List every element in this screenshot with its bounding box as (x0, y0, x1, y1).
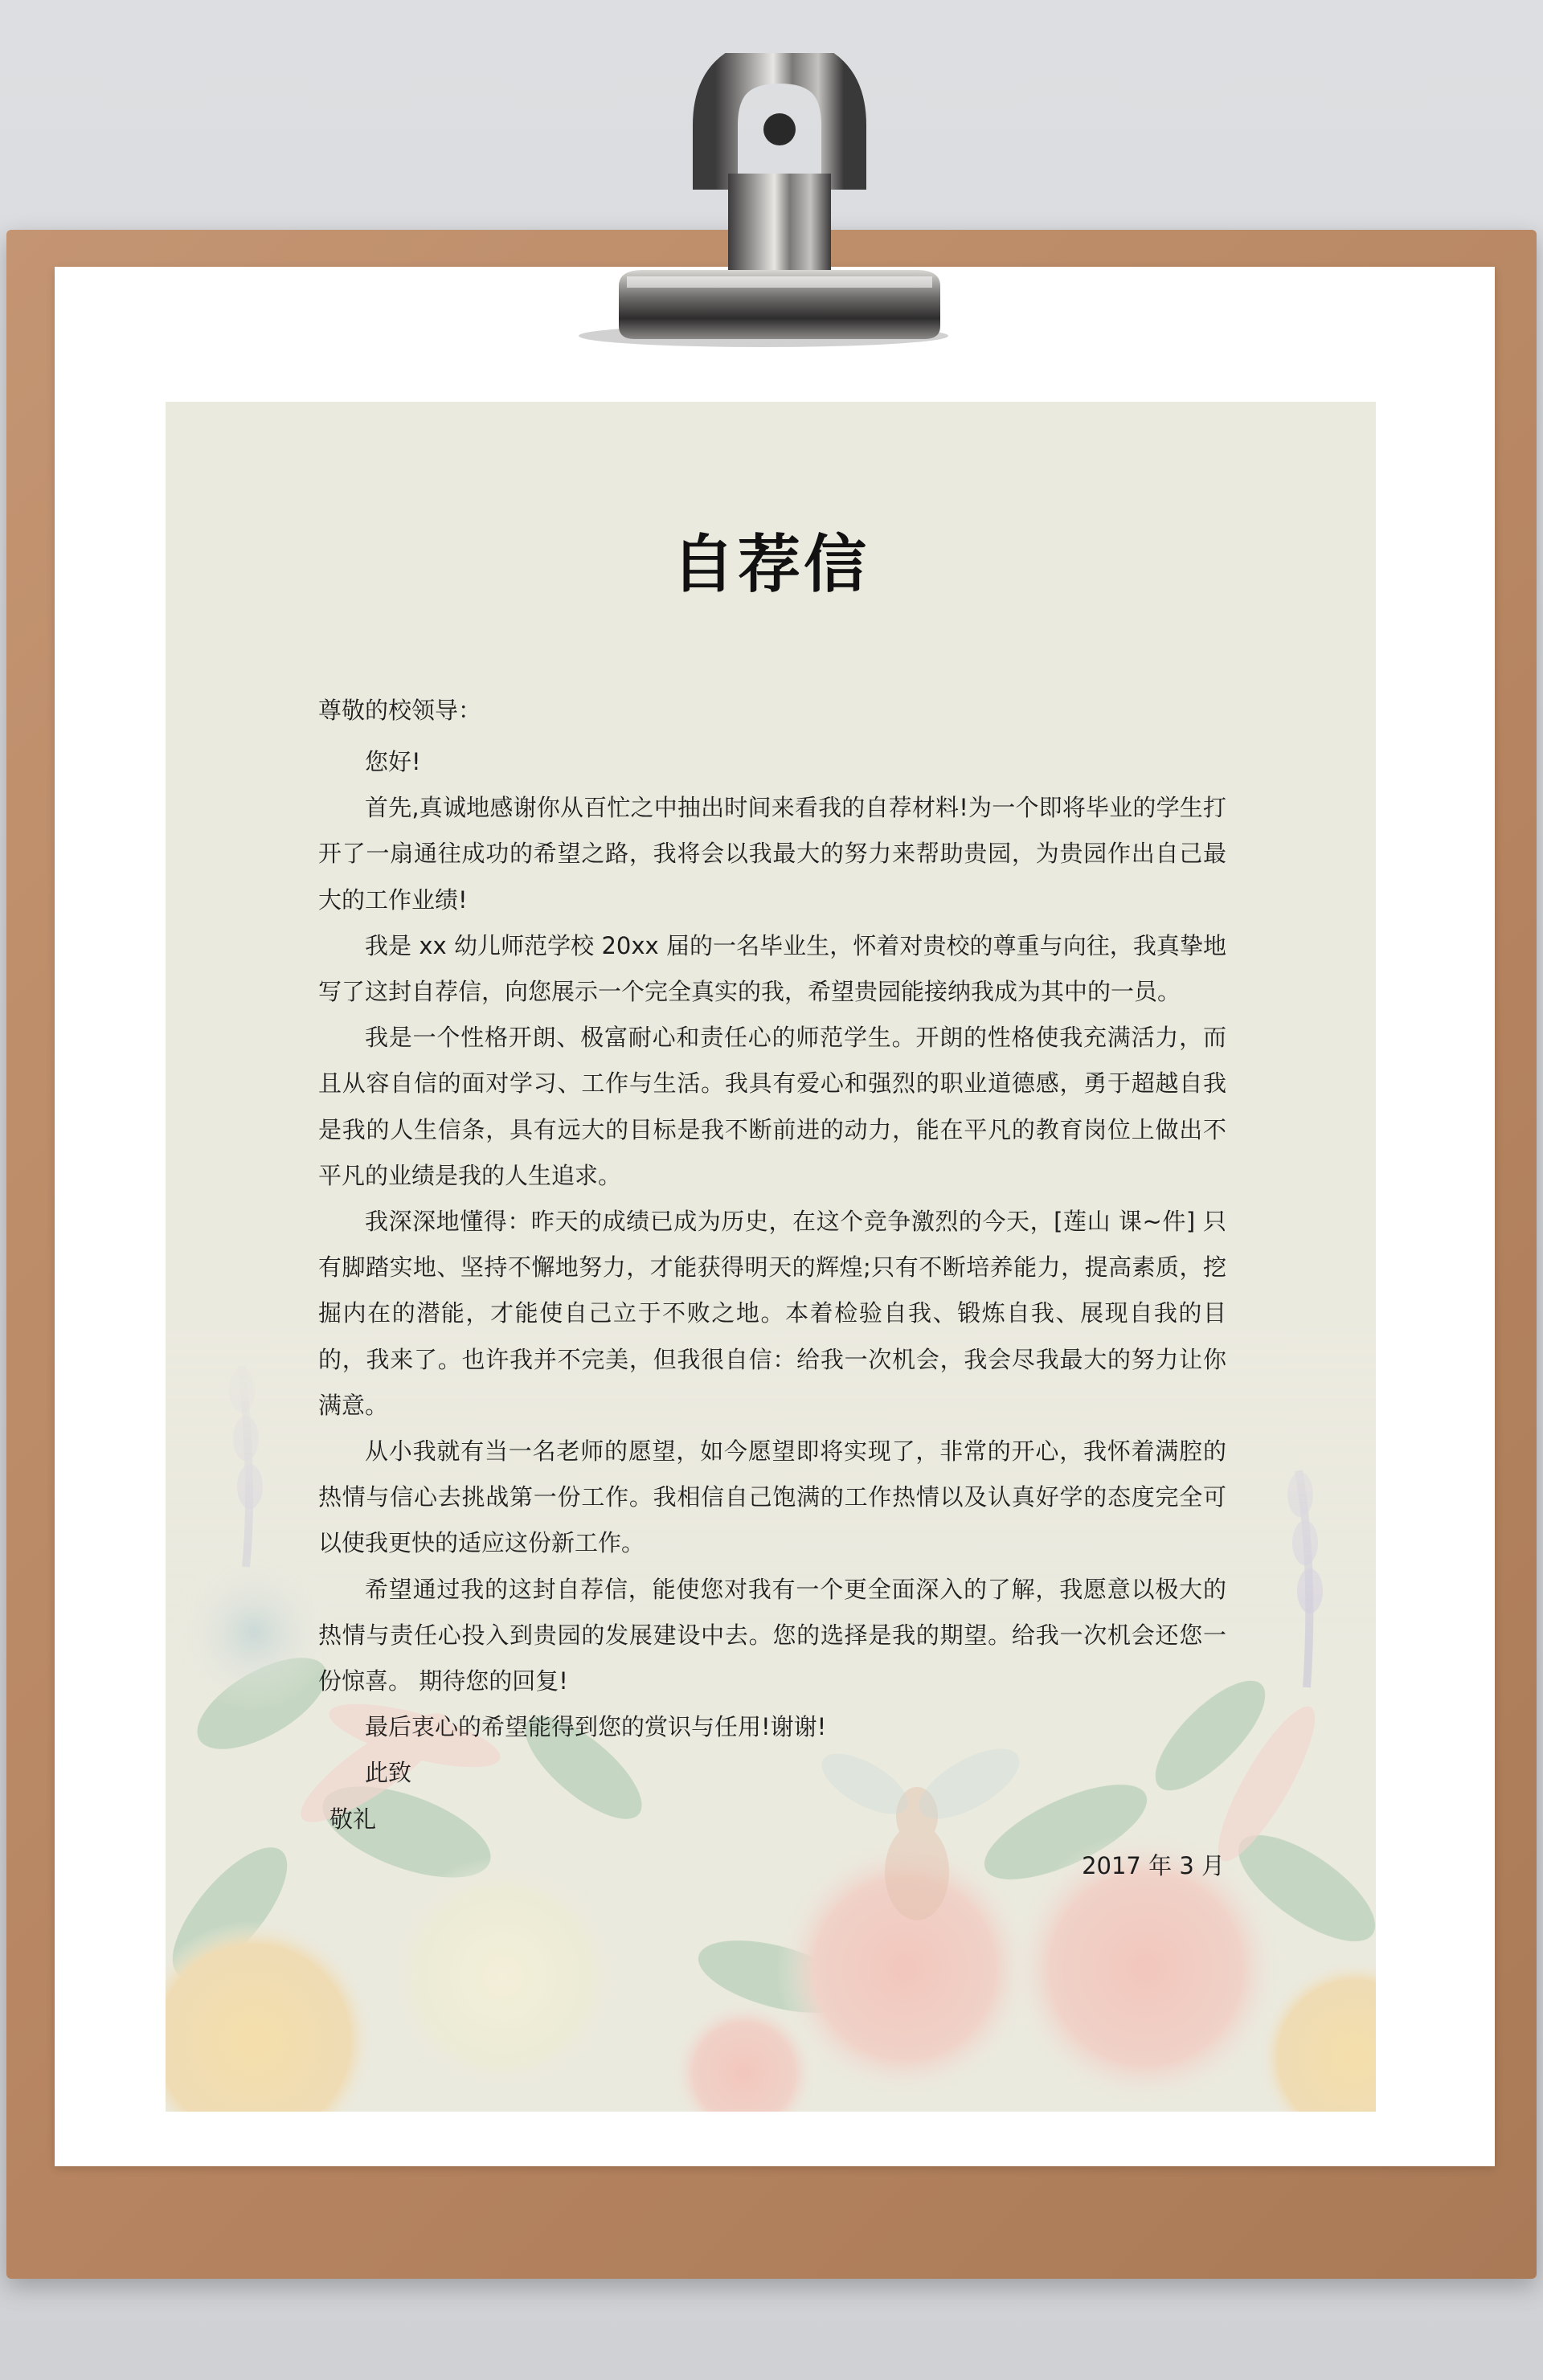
paragraph-4: 我深深地懂得：昨天的成绩已成为历史，在这个竞争激烈的今天，[莲山 课~件] 只有脚踏实地、坚持不懈地努力，才能获得明天的辉煌;只有不断培养能力，提高素质，挖掘内在的潜能，才能使自己立于不败之地。本着检验自我、锻炼自我、展现自我的目的，我来了。也许我并不完美，但我很自信：给我一次机会，我会尽我最大的努力让你满意。 (318, 1208, 1226, 1419)
paragraph-6: 希望通过我的这封自荐信，能使您对我有一个更全面深入的了解，我愿意以极大的热情与责任心投入到贵园的发展建设中去。您的选择是我的期望。给我一次机会还您一份惊喜。 期待您的回复! (318, 1575, 1226, 1695)
letter-sheet (166, 402, 1376, 2112)
letter-closing: 敬礼 (329, 1805, 377, 1833)
paragraph-5: 从小我就有当一名老师的愿望，如今愿望即将实现了，非常的开心，我怀着满腔的热情与信心去挑战第一份工作。我相信自己饱满的工作热情以及认真好学的态度完全可以使我更快的适应这份新工作。 (318, 1437, 1226, 1557)
letter-date: 2017 年 3 月 (1082, 1852, 1225, 1879)
binder-clip-icon (579, 53, 948, 350)
paragraph-7: 最后衷心的希望能得到您的赏识与任用!谢谢! (365, 1713, 827, 1741)
letter-body (318, 739, 1226, 1842)
paragraph-3: 我是一个性格开朗、极富耐心和责任心的师范学生。开朗的性格使我充满活力，而且从容自信的面对学习、工作与生活。我具有爱心和强烈的职业道德感，勇于超越自我是我的人生信条，具有远大的目标是我不断前进的动力，能在平凡的教育岗位上做出不平凡的业绩是我的人生追求。 (318, 1024, 1226, 1189)
paragraph-2: 我是 xx 幼儿师范学校 20xx 届的一名毕业生，怀着对贵校的尊重与向往，我真挚地写了这封自荐信，向您展示一个完全真实的我，希望贵园能接纳我成为其中的一员。 (318, 931, 1226, 1006)
letter-title: 自荐信 (671, 528, 870, 601)
paragraph-1: 首先,真诚地感谢你从百忙之中抽出时间来看我的自荐材料!为一个即将毕业的学生打开了一扇通往成功的希望之路，我将会以我最大的努力来帮助贵园，为贵园作出自己最大的工作业绩! (318, 794, 1226, 914)
paragraph-sign-off: 此致 (365, 1759, 412, 1787)
paragraph-greeting: 您好! (365, 748, 421, 775)
letter-salutation: 尊敬的校领导： (318, 697, 482, 724)
